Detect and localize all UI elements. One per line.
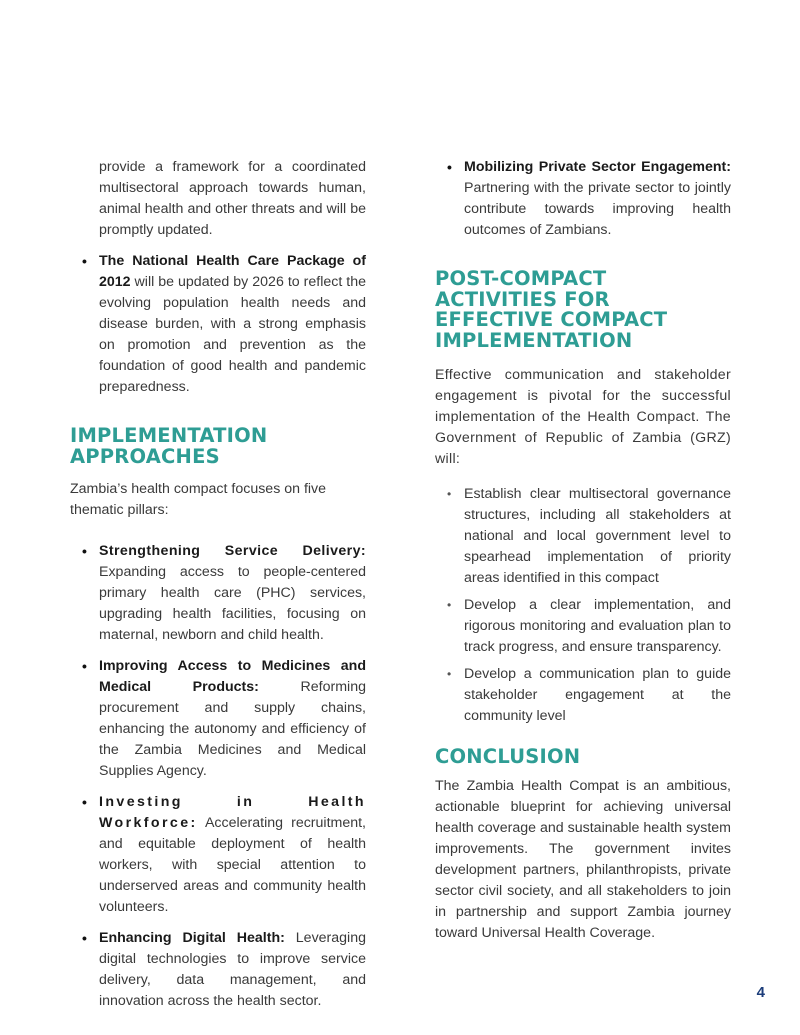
post-compact-item: • Establish clear multisectoral governance structures, including all stakeholders at national and local government level to spearhead implementation of priority areas identified in this compact — [447, 486, 731, 586]
pillar-item: • Enhancing Digital Health: Leveraging digital technologies to improve service delivery, data management, and innovation across the health sector. — [82, 930, 366, 1009]
page-number: 4 — [756, 984, 765, 1001]
pillar-item: • Investing in Health Workforce: Accelerating recruitment, and equitable deployment of health workers, with special attention to underserved areas and community health volunteers. — [82, 794, 366, 915]
pillar-item: • Improving Access to Medicines and Medical Products: Reforming procurement and supply chains, enhancing the autonomy and efficiency of the Zambia Medicines and Medical Supplies Agency. — [82, 658, 366, 779]
post-compact-heading: POST-COMPACT ACTIVITIES FOR EFFECTIVE COMPACT IMPLEMENTATION — [435, 267, 668, 352]
conclusion-text: The Zambia Health Compat is an ambitious, actionable blueprint for achieving universal health coverage and sustainable health system improvements. The government invites development partners, philanthropists, private sector civil society, and all stakeholders to join in partnership and support Zambia journey toward Universal Health Coverage. — [435, 777, 731, 941]
implementation-heading: IMPLEMENTATION APPROACHES — [70, 424, 268, 468]
implementation-intro: Zambia’s health compact focuses on five thematic pillars: — [70, 481, 327, 518]
intro-paragraph: provide a framework for a coordinated multisectoral approach towards human, animal health and other threats and will be promptly updated. — [99, 159, 366, 238]
private-sector-bullet: • Mobilizing Private Sector Engagement: Partnering with the private sector to jointly contribute towards improving health outcomes of Zambians. — [447, 159, 731, 238]
pillar-item: • Strengthening Service Delivery: Expanding access to people-centered primary health care (PHC) services, upgrading health facilities, focusing on maternal, newborn and child health. — [82, 543, 366, 643]
post-compact-item: • Develop a clear implementation, and rigorous monitoring and evaluation plan to track progress, and ensure transparency. — [447, 597, 731, 655]
package-bullet: • The National Health Care Package of 2012 will be updated by 2026 to reflect the evolving population health needs and disease burden, with a strong emphasis on promotion and prevention as the foundation of good health and pandemic preparedness. — [82, 253, 366, 395]
post-compact-intro: Effective communication and stakeholder engagement is pivotal for the successful implementation of the Health Compact. The Government of Republic of Zambia (GRZ) will: — [435, 367, 731, 467]
post-compact-item: • Develop a communication plan to guide stakeholder engagement at the community level — [447, 666, 731, 724]
left-column — [70, 157, 366, 1012]
right-column — [435, 157, 731, 944]
conclusion-heading: CONCLUSION — [435, 745, 581, 768]
bullet-dot: • — [82, 253, 87, 269]
